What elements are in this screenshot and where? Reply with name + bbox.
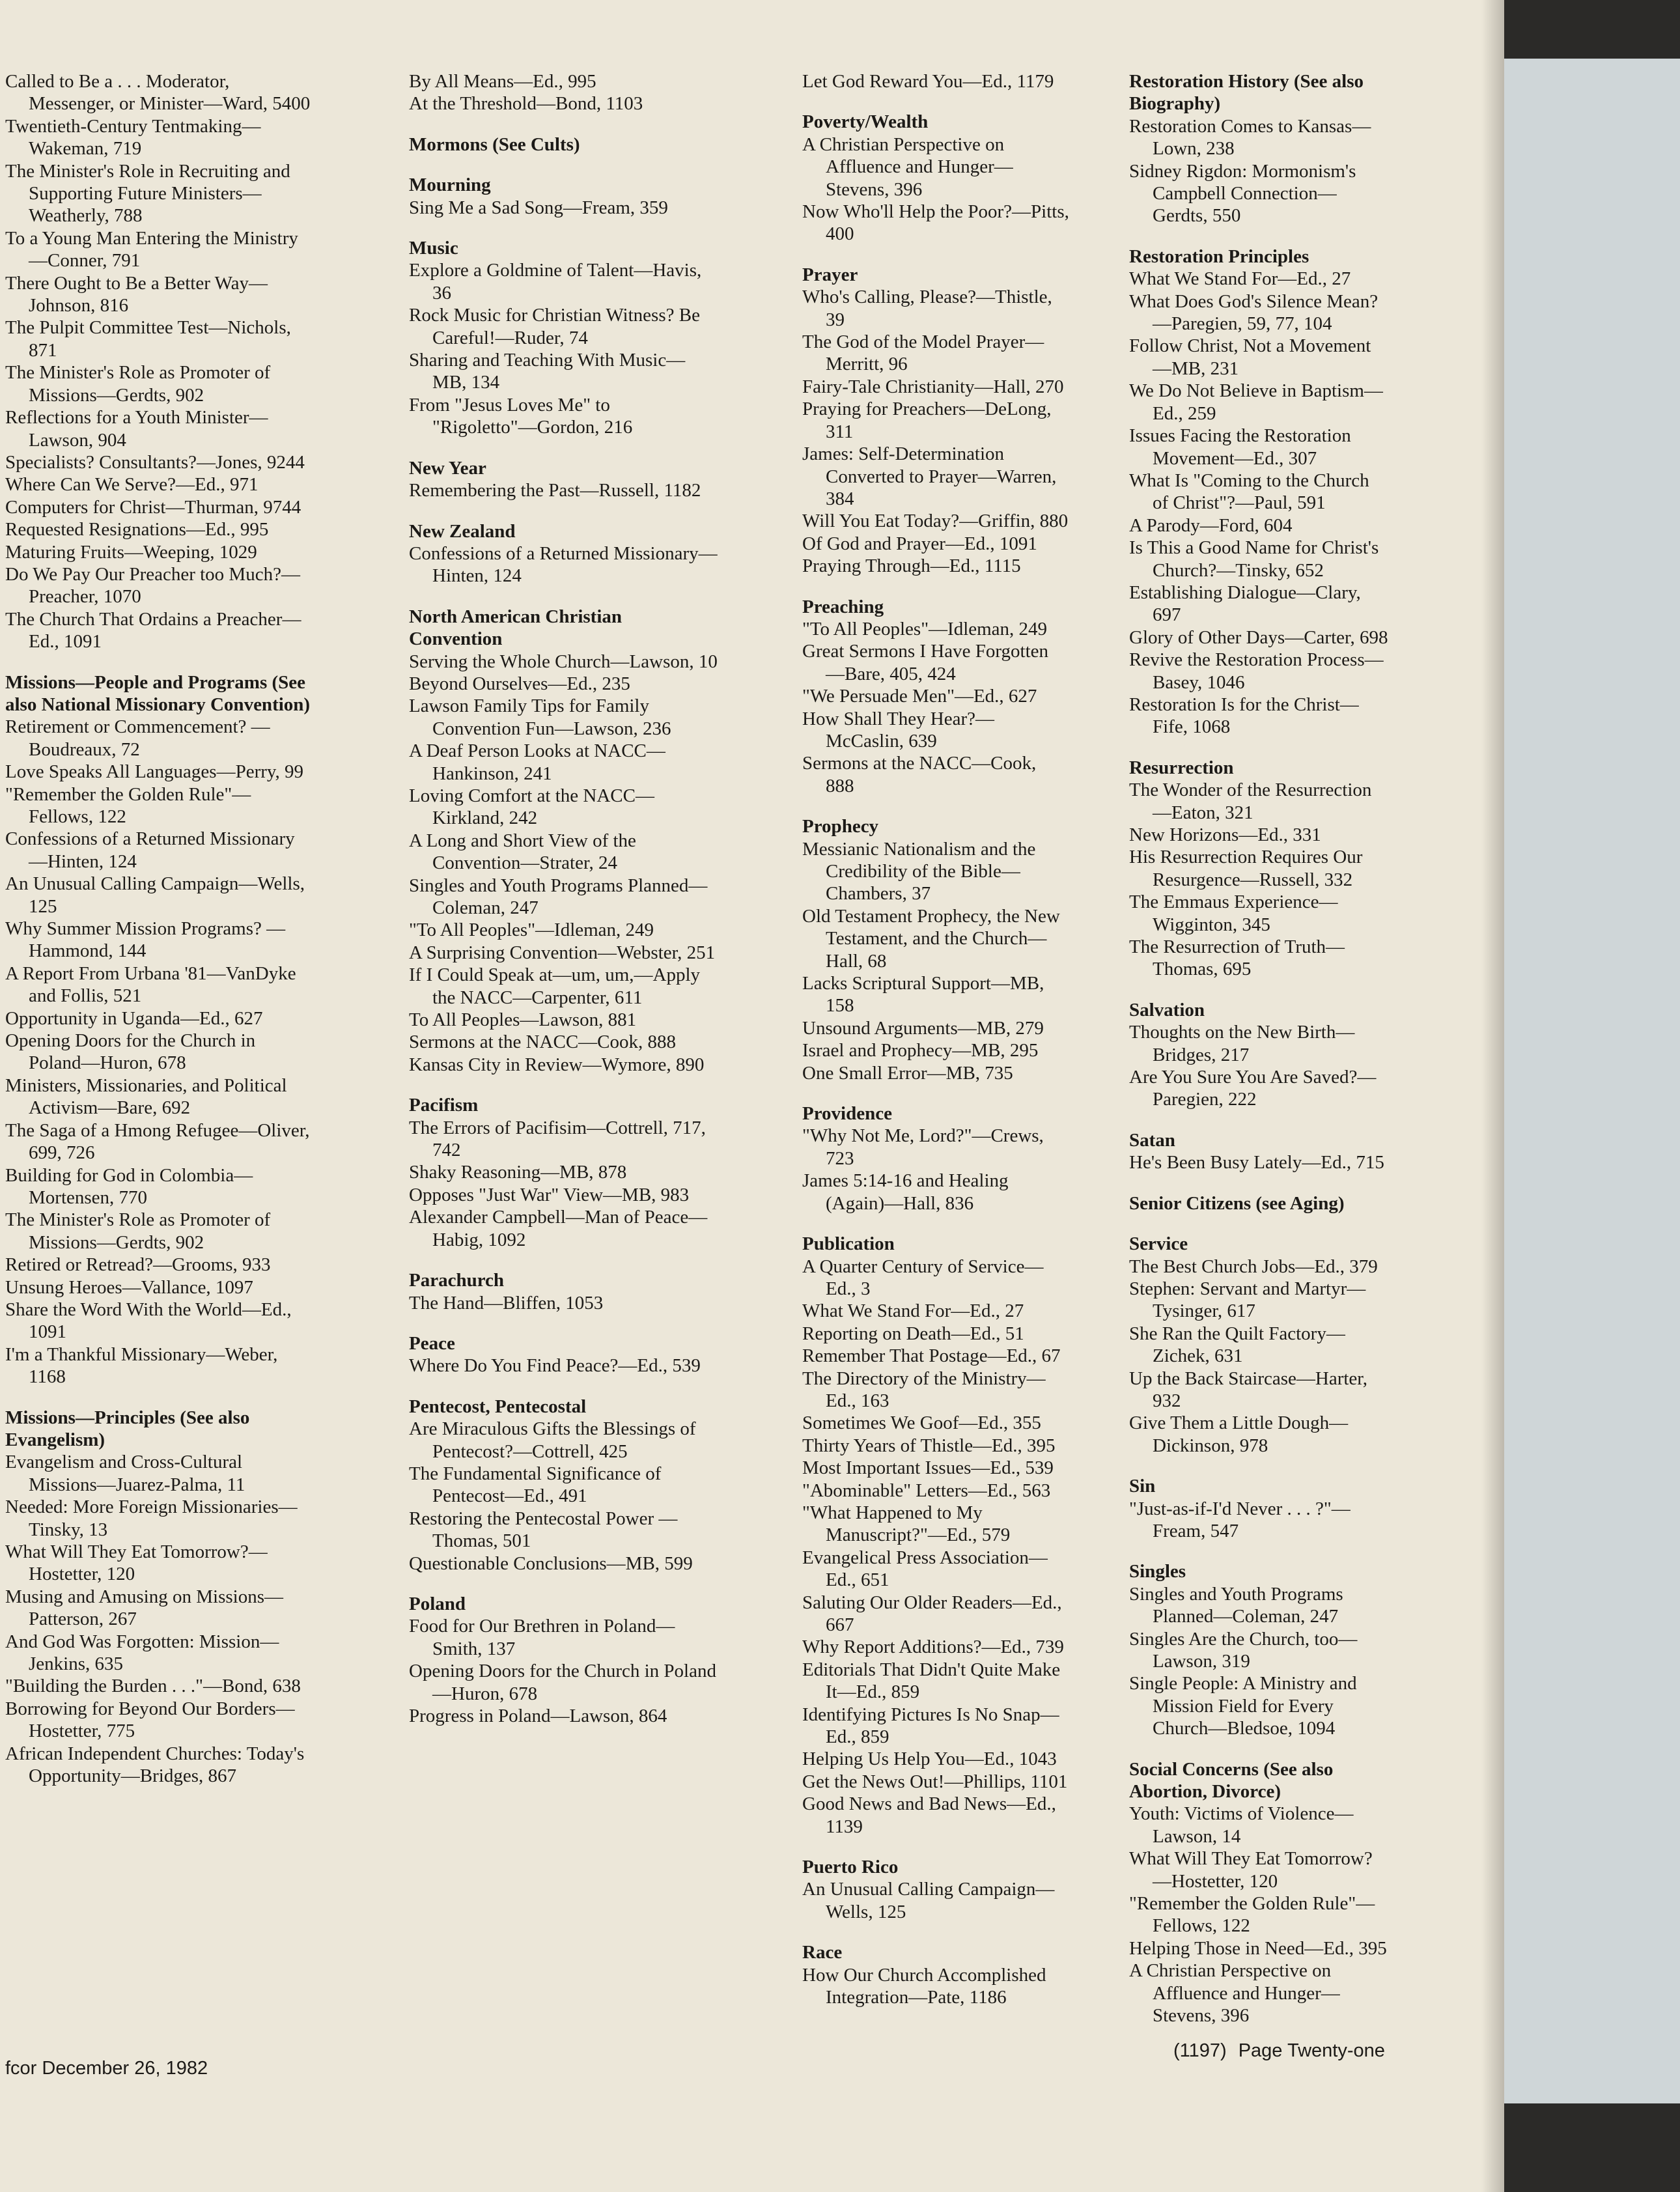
index-entry: Restoration Comes to Kansas—Lown, 238 [1129, 115, 1371, 160]
index-entry: Identifying Pictures Is No Snap—Ed., 859 [802, 1704, 1059, 1748]
index-entry: Reporting on Death—Ed., 51 [802, 1323, 1024, 1344]
index-entry: Old Testament Prophecy, the New Testament, and the Church—Hall, 68 [802, 905, 1060, 972]
index-section [409, 1269, 718, 1314]
index-entry: Up the Back Staircase—Harter, 932 [1129, 1368, 1368, 1411]
index-section [409, 457, 718, 502]
index-entry: I'm a Thankful Missionary—Weber, 1168 [5, 1343, 278, 1388]
index-entry: Questionable Conclusions—MB, 599 [409, 1553, 693, 1574]
footer-page-label: Page Twenty-one [1238, 2040, 1385, 2061]
index-entry: Where Can We Serve?—Ed., 971 [5, 474, 259, 496]
index-entry: Needed: More Foreign Missionaries—Tinsky, 13 [5, 1496, 298, 1540]
section-heading: Mourning [409, 175, 491, 196]
section-heading: North American Christian Convention [409, 606, 623, 650]
index-entry: Sing Me a Sad Song—Fream, 359 [409, 197, 668, 218]
index-section [409, 174, 718, 219]
index-section [1129, 1233, 1390, 1457]
index-entry: The Minister's Role as Promoter of Missions—Gerdts, 902 [5, 362, 271, 406]
section-heading: New Year [409, 457, 486, 479]
index-column-4 [1129, 70, 1390, 2045]
index-entry: Opposes "Just War" View—MB, 983 [409, 1184, 690, 1205]
index-entry: Reflections for a Youth Minister—Lawson, 904 [5, 407, 268, 451]
index-entry: Saluting Our Older Readers—Ed., 667 [802, 1592, 1062, 1635]
index-section [802, 815, 1069, 1084]
index-entry: An Unusual Calling Campaign—Wells, 125 [5, 873, 305, 917]
index-entry: Thirty Years of Thistle—Ed., 395 [802, 1435, 1056, 1456]
index-entry: Where Do You Find Peace?—Ed., 539 [409, 1355, 701, 1377]
index-entry: One Small Error—MB, 735 [802, 1062, 1013, 1084]
index-section [802, 1856, 1069, 1923]
index-entry: Sidney Rigdon: Mormonism's Campbell Connection—Gerdts, 550 [1129, 160, 1356, 227]
index-entry: Called to Be a . . . Moderator, Messenger, or Minister—Ward, 5400 [5, 71, 311, 115]
index-entry: An Unusual Calling Campaign—Wells, 125 [802, 1879, 1055, 1922]
index-section [802, 1233, 1069, 1838]
index-entry: Requested Resignations—Ed., 995 [5, 519, 269, 541]
index-section [5, 70, 311, 653]
index-entry: What We Stand For—Ed., 27 [1129, 268, 1351, 290]
index-entry: At the Threshold—Bond, 1103 [409, 93, 643, 115]
index-section [1129, 1560, 1390, 1739]
section-heading: Providence [802, 1103, 892, 1125]
index-entry: Thoughts on the New Birth—Bridges, 217 [1129, 1022, 1355, 1065]
section-heading: Preaching [802, 596, 884, 617]
index-entry: She Ran the Quilt Factory—Zichek, 631 [1129, 1323, 1345, 1367]
index-entry: Give Them a Little Dough—Dickinson, 978 [1129, 1412, 1349, 1456]
index-entry: Progress in Poland—Lawson, 864 [409, 1706, 667, 1726]
index-entry: Lawson Family Tips for Family Convention Fun—Lawson, 236 [409, 696, 671, 739]
index-entry: To All Peoples—Lawson, 881 [409, 1009, 637, 1031]
index-entry: Great Sermons I Have Forgotten —Bare, 405, 424 [802, 641, 1048, 684]
index-entry: Lacks Scriptural Support—MB, 158 [802, 973, 1044, 1017]
index-entry: He's Been Busy Lately—Ed., 715 [1129, 1152, 1384, 1173]
section-heading: Salvation [1129, 999, 1205, 1020]
index-entry: If I Could Speak at—um, um,—Apply the NACC—Carpenter, 611 [409, 964, 701, 1008]
index-entry: Musing and Amusing on Missions—Patterson, 267 [5, 1586, 283, 1630]
section-heading: Poverty/Wealth [802, 111, 929, 133]
footer-date: fcor December 26, 1982 [5, 2058, 208, 2079]
index-entry: Retirement or Commencement? —Boudreaux, 72 [5, 716, 270, 760]
index-entry: Single People: A Ministry and Mission Field for Every Church—Bledsoe, 1094 [1129, 1673, 1357, 1739]
index-entry: "What Happened to My Manuscript?"—Ed., 579 [802, 1502, 1011, 1546]
index-section [5, 671, 311, 1388]
section-heading: Singles [1129, 1561, 1186, 1582]
index-entry: The Errors of Pacifisim—Cottrell, 717, 742 [409, 1117, 706, 1161]
index-section [1129, 757, 1390, 981]
index-entry: Singles and Youth Programs Planned—Coleman, 247 [409, 875, 708, 918]
index-entry: We Do Not Believe in Baptism—Ed., 259 [1129, 380, 1383, 424]
index-entry: By All Means—Ed., 995 [409, 71, 596, 92]
index-entry: Loving Comfort at the NACC—Kirkland, 242 [409, 785, 654, 829]
index-entry: How Shall They Hear?—McCaslin, 639 [802, 708, 995, 752]
index-entry: Ministers, Missionaries, and Political Activism—Bare, 692 [5, 1075, 287, 1119]
section-heading: Puerto Rico [802, 1857, 899, 1878]
index-entry: The Wonder of the Resurrection—Eaton, 321 [1129, 780, 1372, 823]
section-heading: Music [409, 238, 458, 259]
section-heading: Social Concerns (See also Abortion, Divorce) [1129, 1758, 1334, 1803]
section-heading: Restoration History (See also Biography) [1129, 71, 1364, 115]
index-entry: Opening Doors for the Church in Poland—Huron, 678 [409, 1661, 716, 1704]
section-heading: Peace [409, 1332, 455, 1354]
index-entry: Sometimes We Goof—Ed., 355 [802, 1412, 1041, 1434]
index-entry: "To All Peoples"—Idleman, 249 [409, 920, 654, 941]
index-entry: Youth: Victims of Violence—Lawson, 14 [1129, 1803, 1354, 1847]
index-entry: A Quarter Century of Service—Ed., 3 [802, 1256, 1044, 1299]
index-section [409, 1332, 718, 1377]
index-section [1129, 1758, 1390, 2027]
index-section [409, 237, 718, 439]
index-section [1129, 999, 1390, 1111]
index-entry: Maturing Fruits—Weeping, 1029 [5, 541, 257, 563]
index-entry: The Emmaus Experience—Wigginton, 345 [1129, 892, 1338, 935]
index-entry: The Saga of a Hmong Refugee—Oliver, 699, 726 [5, 1119, 310, 1164]
section-heading: Missions—Principles (See also Evangelism) [5, 1407, 250, 1450]
index-section [409, 1593, 718, 1727]
index-entry: "To All Peoples"—Idleman, 249 [802, 618, 1048, 639]
index-entry: Rock Music for Christian Witness? Be Careful!—Ruder, 74 [409, 305, 700, 348]
index-entry: Opportunity in Uganda—Ed., 627 [5, 1007, 263, 1029]
index-entry: Retired or Retread?—Grooms, 933 [5, 1254, 271, 1276]
index-column-2 [409, 70, 718, 1745]
index-entry: Sermons at the NACC—Cook, 888 [802, 753, 1037, 796]
index-entry: Singles Are the Church, too—Lawson, 319 [1129, 1628, 1358, 1672]
section-heading: Satan [1129, 1129, 1175, 1151]
index-entry: To a Young Man Entering the Ministry—Conner, 791 [5, 227, 298, 272]
index-entry: Kansas City in Review—Wymore, 890 [409, 1054, 705, 1075]
index-entry: Confessions of a Returned Missionary—Hinten, 124 [5, 828, 295, 872]
index-entry: James: Self-Determination Converted to Prayer—Warren, 384 [802, 443, 1057, 509]
index-entry: Praying Through—Ed., 1115 [802, 555, 1021, 577]
section-heading: Senior Citizens (see Aging) [1129, 1192, 1345, 1214]
section-heading: Prophecy [802, 816, 879, 837]
index-entry: Glory of Other Days—Carter, 698 [1129, 626, 1388, 648]
section-heading: Restoration Principles [1129, 246, 1309, 267]
index-entry: "Abominable" Letters—Ed., 563 [802, 1480, 1051, 1501]
index-entry: Borrowing for Beyond Our Borders—Hostetter, 775 [5, 1698, 295, 1742]
index-entry: Why Report Additions?—Ed., 739 [802, 1637, 1064, 1658]
index-entry: Establishing Dialogue—Clary, 697 [1129, 582, 1361, 626]
index-entry: Sermons at the NACC—Cook, 888 [409, 1032, 677, 1053]
index-entry: Follow Christ, Not a Movement—MB, 231 [1129, 335, 1371, 379]
index-entry: Food for Our Brethren in Poland—Smith, 137 [409, 1616, 675, 1659]
index-section [802, 264, 1069, 578]
index-entry: Confessions of a Returned Missionary—Hinten, 124 [409, 542, 718, 587]
index-column-3 [802, 70, 1069, 2027]
index-entry: Specialists? Consultants?—Jones, 9244 [5, 451, 305, 473]
index-section [802, 70, 1069, 92]
index-section [1129, 1129, 1390, 1174]
index-entry: The Minister's Role as Promoter of Missions—Gerdts, 902 [5, 1209, 271, 1253]
index-entry: A Christian Perspective on Affluence and Hunger—Stevens, 396 [1129, 1960, 1340, 2027]
index-entry: Evangelical Press Association—Ed., 651 [802, 1547, 1048, 1591]
index-section [409, 606, 718, 1076]
index-entry: Love Speaks All Languages—Perry, 99 [5, 761, 303, 783]
index-entry: A Long and Short View of the Convention—Strater, 24 [409, 830, 636, 874]
section-heading: Pacifism [409, 1095, 479, 1116]
index-entry: Share the Word With the World—Ed., 1091 [5, 1299, 292, 1343]
index-section [409, 1094, 718, 1251]
index-section [1129, 1475, 1390, 1542]
index-entry: The Pulpit Committee Test—Nichols, 871 [5, 317, 291, 361]
index-entry: Remembering the Past—Russell, 1182 [409, 480, 701, 501]
index-entry: Are Miraculous Gifts the Blessings of Pentecost?—Cottrell, 425 [409, 1418, 696, 1462]
index-entry: Alexander Campbell—Man of Peace—Habig, 1092 [409, 1207, 708, 1250]
index-entry: What We Stand For—Ed., 27 [802, 1300, 1024, 1322]
index-entry: The Directory of the Ministry—Ed., 163 [802, 1368, 1046, 1411]
index-entry: Now Who'll Help the Poor?—Pitts, 400 [802, 201, 1069, 245]
index-entry: "Just-as-if-I'd Never . . . ?"—Fream, 547 [1129, 1498, 1351, 1541]
index-entry: Are You Sure You Are Saved?—Paregien, 222 [1129, 1067, 1377, 1110]
index-entry: Fairy-Tale Christianity—Hall, 270 [802, 376, 1064, 397]
index-entry: The Fundamental Significance of Pentecost—Ed., 491 [409, 1463, 662, 1507]
index-section [802, 111, 1069, 245]
index-entry: Opening Doors for the Church in Poland—Huron, 678 [5, 1030, 256, 1074]
index-entry: Let God Reward You—Ed., 1179 [802, 71, 1054, 92]
index-entry: Twentieth-Century Tentmaking—Wakeman, 719 [5, 115, 261, 160]
index-entry: And God Was Forgotten: Mission—Jenkins, 635 [5, 1631, 279, 1675]
index-entry: Revive the Restoration Process—Basey, 1046 [1129, 649, 1384, 693]
index-section [1129, 246, 1390, 738]
index-entry: Unsound Arguments—MB, 279 [802, 1017, 1044, 1039]
section-heading: Mormons (See Cults) [409, 133, 580, 155]
index-section [409, 70, 718, 115]
index-entry: Of God and Prayer—Ed., 1091 [802, 533, 1037, 554]
index-entry: Sharing and Teaching With Music—MB, 134 [409, 350, 686, 393]
index-section [802, 1941, 1069, 2008]
index-entry: The Resurrection of Truth—Thomas, 695 [1129, 936, 1345, 980]
index-entry: A Surprising Convention—Webster, 251 [409, 942, 716, 963]
index-entry: Beyond Ourselves—Ed., 235 [409, 673, 630, 694]
index-entry: Editorials That Didn't Quite Make It—Ed., 859 [802, 1659, 1061, 1703]
index-entry: The Minister's Role in Recruiting and Supporting Future Ministers—Weatherly, 788 [5, 160, 290, 227]
section-heading: Publication [802, 1233, 895, 1255]
index-section [409, 133, 718, 156]
section-heading: Resurrection [1129, 757, 1234, 778]
index-entry: Good News and Bad News—Ed., 1139 [802, 1793, 1056, 1837]
page-edge-shadow [1481, 0, 1504, 2192]
section-heading: Poland [409, 1593, 466, 1614]
index-entry: "Remember the Golden Rule"—Fellows, 122 [1129, 1893, 1375, 1937]
section-heading: Pentecost, Pentecostal [409, 1396, 587, 1417]
index-entry: "Why Not Me, Lord?"—Crews, 723 [802, 1125, 1044, 1169]
index-entry: Evangelism and Cross-Cultural Missions—Juarez-Palma, 11 [5, 1452, 245, 1495]
footer-page-code: (1197) [1173, 2040, 1227, 2061]
index-entry: Get the News Out!—Phillips, 1101 [802, 1771, 1068, 1792]
index-section [802, 1103, 1069, 1215]
index-entry: Remember That Postage—Ed., 67 [802, 1345, 1061, 1367]
section-heading: Parachurch [409, 1270, 505, 1291]
index-entry: Serving the Whole Church—Lawson, 10 [409, 651, 718, 672]
index-entry: How Our Church Accomplished Integration—Pate, 1186 [802, 1964, 1046, 2008]
index-entry: What Will They Eat Tomorrow? —Hostetter, 120 [1129, 1848, 1373, 1892]
index-entry: Restoration Is for the Christ—Fife, 1068 [1129, 694, 1359, 738]
index-column-1 [5, 70, 311, 1805]
index-entry: The Best Church Jobs—Ed., 379 [1129, 1256, 1378, 1277]
index-entry: The Hand—Bliffen, 1053 [409, 1292, 604, 1314]
index-section [1129, 70, 1390, 227]
index-entry: A Deaf Person Looks at NACC—Hankinson, 241 [409, 740, 665, 784]
index-section [802, 596, 1069, 798]
index-entry: A Report From Urbana '81—VanDyke and Follis, 521 [5, 963, 296, 1007]
index-entry: The Church That Ordains a Preacher—Ed., 1091 [5, 608, 301, 653]
index-entry: Restoring the Pentecostal Power —Thomas, 501 [409, 1508, 678, 1552]
index-entry: Building for God in Colombia—Mortensen, 770 [5, 1164, 253, 1208]
index-entry: New Horizons—Ed., 331 [1129, 824, 1321, 845]
index-entry: Computers for Christ—Thurman, 9744 [5, 496, 301, 518]
index-entry: His Resurrection Requires Our Resurgence—Russell, 332 [1129, 847, 1363, 890]
index-entry: Do We Pay Our Preacher too Much?—Preacher, 1070 [5, 563, 300, 608]
index-entry: Who's Calling, Please?—Thistle, 39 [802, 287, 1052, 330]
background-edge [1504, 59, 1680, 2103]
section-heading: Race [802, 1942, 843, 1963]
section-heading: Sin [1129, 1476, 1156, 1497]
section-heading: New Zealand [409, 520, 516, 542]
index-entry: A Christian Perspective on Affluence and Hunger—Stevens, 396 [802, 133, 1013, 200]
index-entry: "Remember the Golden Rule"—Fellows, 122 [5, 783, 251, 827]
index-section [5, 1407, 311, 1788]
index-entry: Praying for Preachers—DeLong, 311 [802, 399, 1052, 442]
index-entry: Israel and Prophecy—MB, 295 [802, 1040, 1039, 1061]
index-entry: African Independent Churches: Today's Opportunity—Bridges, 867 [5, 1743, 305, 1787]
index-entry: From "Jesus Loves Me" to "Rigoletto"—Gordon, 216 [409, 394, 633, 438]
index-entry: Singles and Youth Programs Planned—Coleman, 247 [1129, 1583, 1343, 1627]
index-entry: Stephen: Servant and Martyr—Tysinger, 617 [1129, 1278, 1366, 1322]
index-entry: Most Important Issues—Ed., 539 [802, 1457, 1054, 1479]
index-entry: Issues Facing the Restoration Movement—Ed., 307 [1129, 425, 1351, 469]
index-entry: There Ought to Be a Better Way—Johnson, 816 [5, 272, 268, 316]
index-section [409, 520, 718, 587]
index-entry: The God of the Model Prayer—Merritt, 96 [802, 331, 1044, 375]
index-entry: Why Summer Mission Programs? —Hammond, 144 [5, 918, 286, 962]
index-entry: Shaky Reasoning—MB, 878 [409, 1162, 627, 1183]
index-section [409, 1396, 718, 1575]
index-entry: Is This a Good Name for Christ's Church?—Tinsky, 652 [1129, 537, 1379, 581]
index-entry: Explore a Goldmine of Talent—Havis, 36 [409, 260, 702, 303]
index-section [1129, 1192, 1390, 1215]
section-heading: Prayer [802, 264, 858, 285]
index-entry: Helping Those in Need—Ed., 395 [1129, 1937, 1387, 1959]
section-heading: Service [1129, 1233, 1188, 1255]
index-entry: Unsung Heroes—Vallance, 1097 [5, 1276, 253, 1298]
index-entry: What Will They Eat Tomorrow?—Hostetter, 120 [5, 1541, 268, 1585]
index-entry: Helping Us Help You—Ed., 1043 [802, 1749, 1057, 1770]
index-entry: Messianic Nationalism and the Credibility of the Bible—Chambers, 37 [802, 838, 1036, 905]
section-heading: Missions—People and Programs (See also National Missionary Convention) [5, 671, 311, 715]
index-entry: James 5:14-16 and Healing (Again)—Hall, 836 [802, 1170, 1009, 1214]
index-entry: What Is "Coming to the Church of Christ"?—Paul, 591 [1129, 470, 1369, 514]
index-entry: A Parody—Ford, 604 [1129, 514, 1293, 536]
index-entry: "Building the Burden . . ."—Bond, 638 [5, 1676, 301, 1697]
index-entry: "We Persuade Men"—Ed., 627 [802, 686, 1037, 707]
index-entry: Will You Eat Today?—Griffin, 880 [802, 511, 1069, 532]
footer-page-number [1173, 2040, 1397, 2062]
index-entry: What Does God's Silence Mean?—Paregien, 59, 77, 104 [1129, 290, 1379, 335]
